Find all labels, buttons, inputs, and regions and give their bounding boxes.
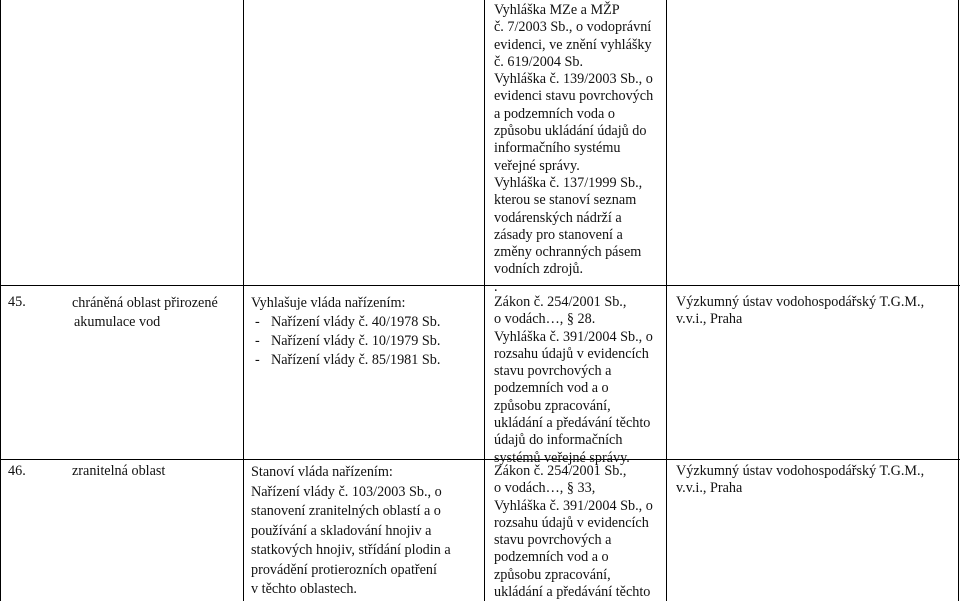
provider-line: v.v.i., Praha bbox=[676, 480, 743, 497]
legislation-line: Vyhláška č. 139/2003 Sb., o bbox=[494, 71, 653, 88]
table-divider-3 bbox=[666, 0, 667, 601]
top-row-legislation-cell bbox=[494, 2, 653, 296]
declared-line: statkových hnojiv, střídání plodin a bbox=[251, 542, 451, 558]
legislation-line: Vyhláška č. 391/2004 Sb., o bbox=[494, 328, 653, 345]
row-separator-46 bbox=[0, 459, 960, 460]
legislation-line: stavu povrchových a bbox=[494, 532, 612, 549]
legislation-line: o vodách…, § 28. bbox=[494, 311, 596, 328]
legislation-line: ukládání a předávání těchto bbox=[494, 415, 651, 432]
legislation-line: kterou se stanoví seznam bbox=[494, 192, 637, 209]
row-number-45: 45. bbox=[8, 294, 26, 310]
row46-legislation-cell bbox=[494, 463, 653, 601]
legislation-line: o vodách…, § 33, bbox=[494, 480, 596, 497]
table-divider-1 bbox=[243, 0, 244, 601]
legislation-line: vodních zdrojů. bbox=[494, 261, 584, 278]
legislation-line: evidenci stavu povrchových bbox=[494, 88, 654, 105]
row46-provider-cell bbox=[676, 463, 924, 498]
declared-line: Stanoví vláda nařízením: bbox=[251, 464, 393, 480]
legislation-line: Vyhláška č. 391/2004 Sb., o bbox=[494, 497, 653, 514]
legislation-line: evidenci, ve znění vyhlášky bbox=[494, 36, 652, 53]
row45-provider-cell bbox=[676, 294, 924, 329]
row-separator-45 bbox=[0, 285, 960, 286]
row-number-46: 46. bbox=[8, 463, 26, 479]
legislation-line: podzemních vod a o bbox=[494, 380, 609, 397]
table-border-right bbox=[958, 0, 959, 601]
legislation-line: veřejné správy. bbox=[494, 157, 580, 174]
table-divider-2 bbox=[484, 0, 485, 601]
declared-line: používání a skladování hnojiv a bbox=[251, 522, 432, 539]
legislation-line: způsobu zpracování, bbox=[494, 566, 611, 583]
legislation-line: způsobu zpracování, bbox=[494, 397, 611, 414]
legislation-line: Zákon č. 254/2001 Sb., bbox=[494, 463, 627, 479]
legislation-line: ukládání a předávání těchto bbox=[494, 584, 651, 601]
declared-item: - Nařízení vlády č. 85/1981 Sb. bbox=[251, 351, 440, 370]
declared-line: v těchto oblastech. bbox=[251, 581, 357, 597]
row45-name-cell bbox=[72, 294, 218, 332]
provider-line: Výzkumný ústav vodohospodářský T.G.M., bbox=[676, 294, 925, 310]
row45-legislation-cell bbox=[494, 294, 653, 467]
legislation-line: údajů do informačních bbox=[494, 432, 623, 449]
legislation-line: . bbox=[494, 278, 498, 295]
legislation-line: Vyhláška č. 137/1999 Sb., bbox=[494, 174, 643, 191]
legislation-line: způsobu ukládání údajů do bbox=[494, 123, 647, 140]
provider-line: v.v.i., Praha bbox=[676, 311, 743, 328]
legislation-line: podzemních vod a o bbox=[494, 549, 609, 566]
row46-name-cell bbox=[72, 463, 165, 480]
legislation-line: informačního systému bbox=[494, 140, 621, 157]
legislation-line: č. 619/2004 Sb. bbox=[494, 53, 584, 70]
legislation-line: rozsahu údajů v evidencích bbox=[494, 345, 649, 362]
declared-line: stanovení zranitelných oblastí a o bbox=[251, 503, 441, 519]
declared-line: provádění protierozních opatření bbox=[251, 561, 437, 578]
area-name-line: zranitelná oblast bbox=[72, 463, 166, 479]
table-border-left bbox=[0, 0, 1, 601]
legislation-line: Vyhláška MZe a MŽP bbox=[494, 2, 620, 18]
declared-item: - Nařízení vlády č. 10/1979 Sb. bbox=[251, 332, 440, 351]
legislation-line: změny ochranných pásem bbox=[494, 244, 642, 261]
legislation-line: stavu povrchových a bbox=[494, 363, 612, 380]
declared-title: Vyhlašuje vláda nařízením: bbox=[251, 295, 406, 311]
declared-line: Nařízení vlády č. 103/2003 Sb., o bbox=[251, 483, 442, 500]
legislation-line: a podzemních voda o bbox=[494, 105, 615, 122]
row46-declared-cell bbox=[251, 463, 451, 600]
area-name-line: chráněná oblast přirozené bbox=[72, 295, 218, 311]
declared-item: - Nařízení vlády č. 40/1978 Sb. bbox=[251, 313, 440, 332]
legislation-line: rozsahu údajů v evidencích bbox=[494, 514, 649, 531]
legislation-line: č. 7/2003 Sb., o vodoprávní bbox=[494, 19, 652, 36]
area-name-line: akumulace vod bbox=[74, 314, 161, 330]
provider-line: Výzkumný ústav vodohospodářský T.G.M., bbox=[676, 463, 925, 479]
legislation-line: Zákon č. 254/2001 Sb., bbox=[494, 294, 627, 310]
row45-declared-cell bbox=[251, 294, 440, 370]
legislation-line: vodárenských nádrží a bbox=[494, 209, 622, 226]
legislation-line: systémů veřejné správy. bbox=[494, 449, 630, 466]
legislation-line: zásady pro stanovení a bbox=[494, 226, 623, 243]
